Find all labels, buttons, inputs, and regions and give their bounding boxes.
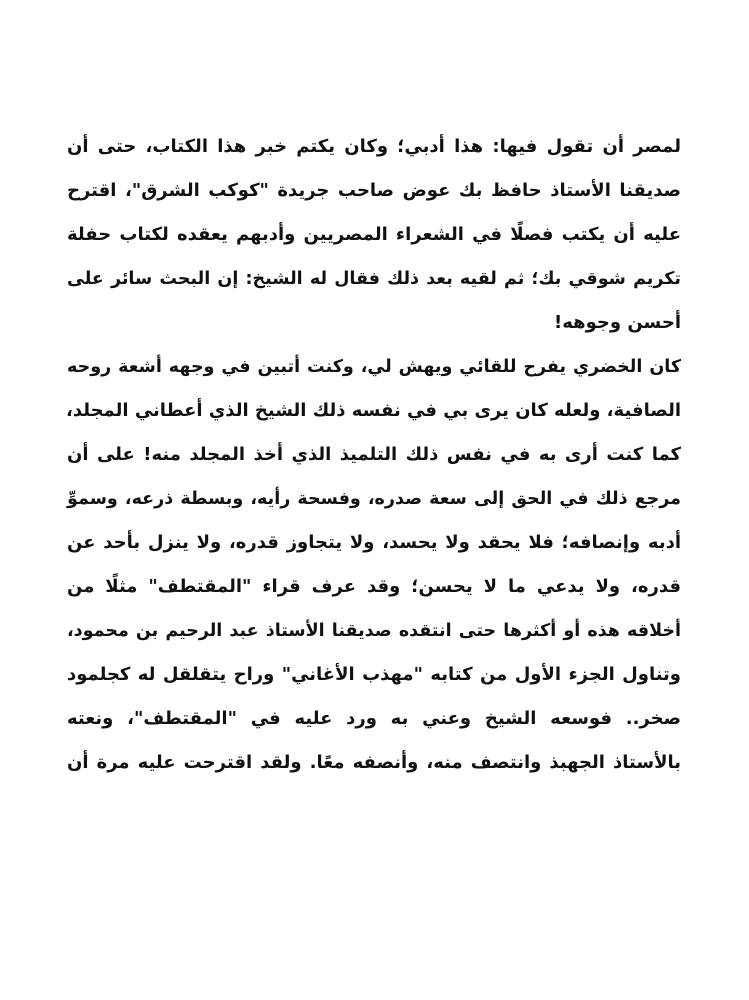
text-line: تكريم شوقي بك؛ ثم لقيه بعد ذلك فقال له الشيخ: إن البحث سائر على	[67, 269, 681, 289]
paragraph-2	[67, 345, 681, 785]
text-line: صديقنا الأستاذ حافظ بك عوض صاحب جريدة "كوكب الشرق"، اقترح	[67, 180, 681, 201]
text-line: صخر.. فوسعه الشيخ وعني به ورد عليه في "المقتطف"، ونعته	[67, 708, 681, 729]
text-line: قدره، ولا يدعي ما لا يحسن؛ وقد عرف قراء "المقتطف" مثلًا من	[67, 576, 681, 597]
text-line: أدبه وإنصافه؛ فلا يحقد ولا يحسد، ولا يتجاوز قدره، ولا ينزل بأحد عن	[67, 532, 681, 553]
text-line: الصافية، ولعله كان يرى بي في نفسه ذلك الشيخ الذي أعطاني المجلد،	[66, 400, 681, 421]
text-line: أخلاقه هذه أو أكثرها حتى انتقده صديقنا الأستاذ عبد الرحيم بن محمود،	[67, 621, 681, 641]
text-line: وتناول الجزء الأول من كتابه "مهذب الأغاني" وراح يتقلقل له كجلمود	[67, 664, 681, 685]
text-line: لمصر أن تقول فيها: هذا أدبي؛ وكان يكتم خبر هذا الكتاب، حتى أن	[67, 136, 681, 157]
paragraph-1	[67, 125, 681, 345]
text-line: كما كنت أرى به في نفس ذلك التلميذ الذي أخذ المجلد منه! على أن	[67, 444, 681, 465]
text-line: أحسن وجوهه!	[554, 312, 681, 333]
text-line: مرجع ذلك في الحق إلى سعة صدره، وفسحة رأيه، وبسطة ذرعه، وسموِّ	[67, 489, 681, 509]
text-line: عليه أن يكتب فصلًا في الشعراء المصريين وأدبهم يعقده لكتاب حفلة	[67, 224, 681, 245]
text-line: كان الخضري يفرح للقائي ويهش لي، وكنت أتبين في وجهه أشعة روحه	[67, 357, 681, 377]
text-line: بالأستاذ الجهبذ وانتصف منه، وأنصفه معًا. ولقد اقترحت عليه مرة أن	[67, 752, 681, 773]
